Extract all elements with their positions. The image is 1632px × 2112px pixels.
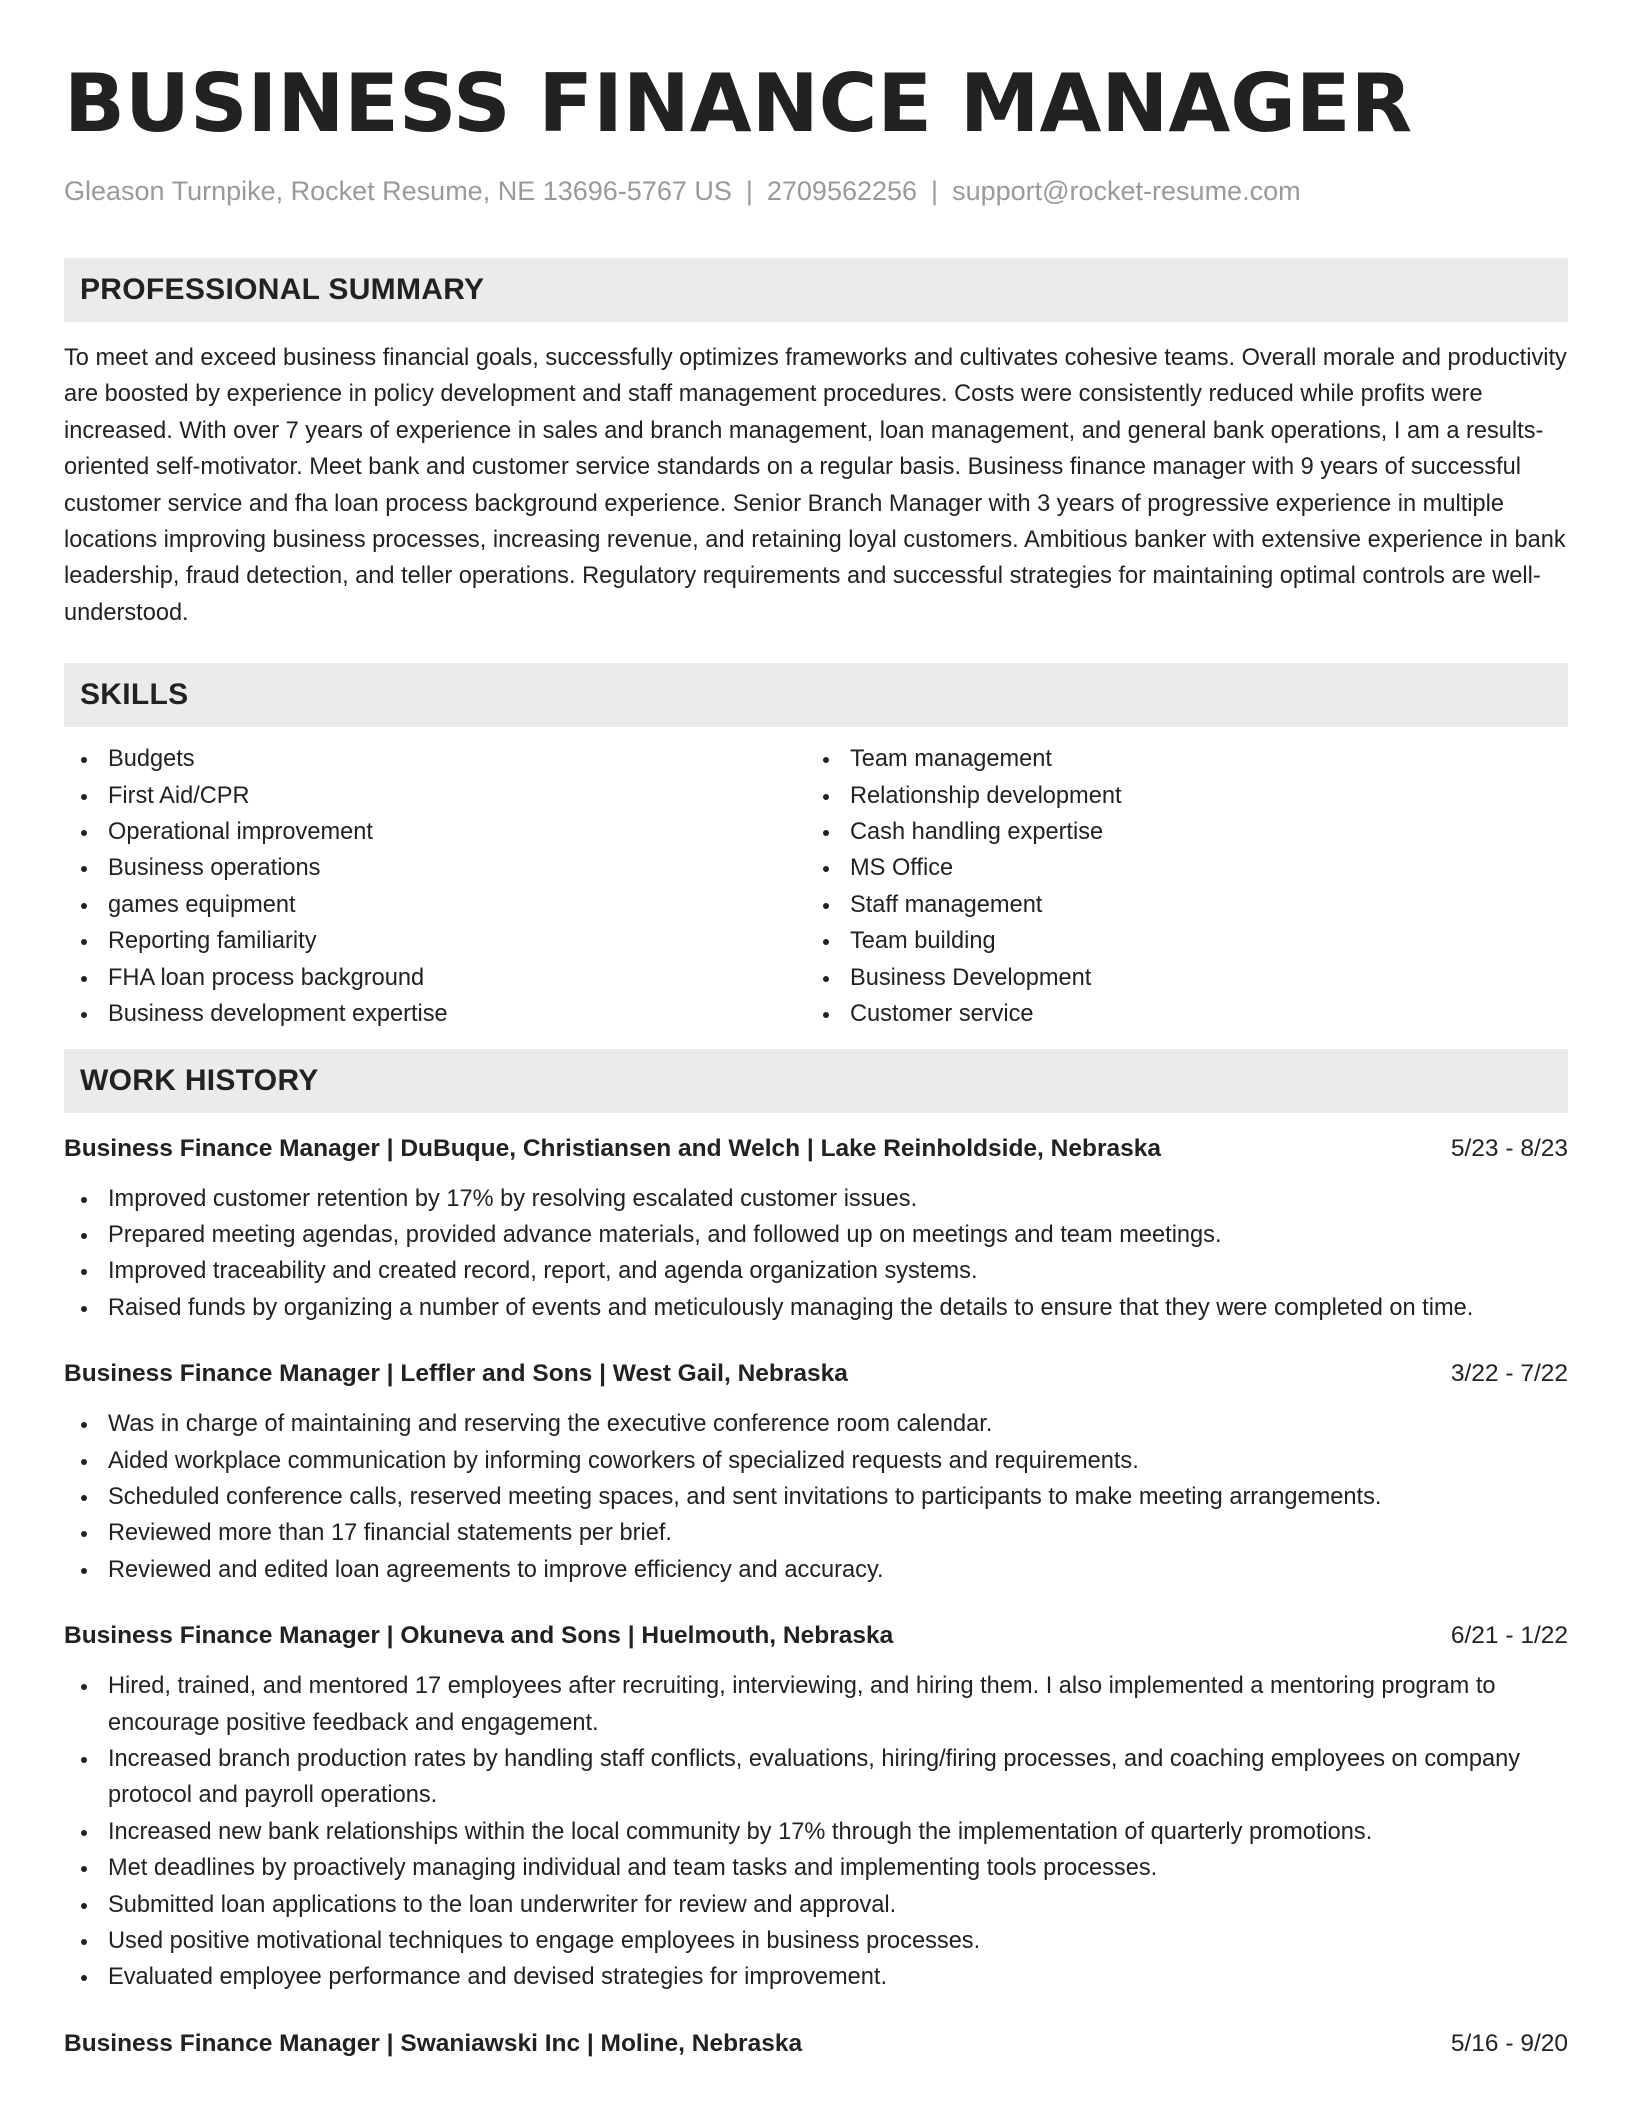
skill-item: Operational improvement (64, 814, 806, 850)
skill-item: Staff management (806, 887, 1548, 923)
skill-item: FHA loan process background (64, 960, 806, 996)
skill-item: Team building (806, 923, 1548, 959)
section-header-skills: SKILLS (64, 663, 1568, 727)
job-bullet: Improved customer retention by 17% by resolving escalated customer issues. (64, 1181, 1568, 1217)
job-entry (64, 1356, 1568, 1588)
job-title: Business Finance Manager | Swaniawski Inc | Moline, Nebraska (64, 2029, 803, 2057)
job-bullets (64, 1668, 1568, 1996)
job-bullet: Raised funds by organizing a number of events and meticulously managing the details to ensure that they were completed on time. (64, 1290, 1568, 1326)
skill-item: Customer service (806, 996, 1548, 1032)
skill-item: Relationship development (806, 778, 1548, 814)
contact-address: Gleason Turnpike, Rocket Resume, NE 13696-5767 US (64, 176, 732, 206)
job-bullets (64, 1406, 1568, 1588)
skill-item: Business development expertise (64, 996, 806, 1032)
job-bullet: Increased new bank relationships within the local community by 17% through the implementation of quarterly promotions. (64, 1814, 1568, 1850)
job-entry (64, 2026, 1568, 2062)
job-bullet: Hired, trained, and mentored 17 employees after recruiting, interviewing, and hiring them. I also implemented a mentoring program to encourage positive feedback and engagement. (64, 1668, 1568, 1741)
job-title: Business Finance Manager | Leffler and Sons | West Gail, Nebraska (64, 1360, 848, 1388)
job-bullet: Used positive motivational techniques to engage employees in business processes. (64, 1923, 1568, 1959)
skill-item: Budgets (64, 741, 806, 777)
skill-item: First Aid/CPR (64, 778, 806, 814)
contact-phone: 2709562256 (766, 176, 918, 206)
contact-line (64, 174, 1568, 208)
section-header-work-history: WORK HISTORY (64, 1049, 1568, 1113)
job-header (64, 1131, 1568, 1167)
job-entry (64, 1131, 1568, 1327)
skill-item: games equipment (64, 887, 806, 923)
skill-item: MS Office (806, 850, 1548, 886)
job-bullets (64, 1181, 1568, 1327)
skills-column-left (64, 741, 806, 1032)
job-bullet: Reviewed and edited loan agreements to improve efficiency and accuracy. (64, 1552, 1568, 1588)
job-bullet: Scheduled conference calls, reserved meeting spaces, and sent invitations to participants to make meeting arrangements. (64, 1479, 1568, 1515)
job-bullet: Was in charge of maintaining and reserving the executive conference room calendar. (64, 1406, 1568, 1442)
job-bullet: Aided workplace communication by informing coworkers of specialized requests and requirements. (64, 1443, 1568, 1479)
job-bullet: Prepared meeting agendas, provided advance materials, and followed up on meetings and team meetings. (64, 1217, 1568, 1253)
candidate-title: BUSINESS FINANCE MANAGER (64, 57, 1413, 150)
contact-separator: | (931, 176, 939, 206)
work-history-list (64, 1131, 1568, 2062)
job-bullet: Evaluated employee performance and devised strategies for improvement. (64, 1959, 1568, 1995)
job-header (64, 1618, 1568, 1654)
skill-item: Cash handling expertise (806, 814, 1548, 850)
contact-email: support@rocket-resume.com (952, 176, 1301, 206)
skill-item: Business Development (806, 960, 1548, 996)
skill-item: Reporting familiarity (64, 923, 806, 959)
job-dates: 5/16 - 9/20 (1450, 2029, 1568, 2057)
job-entry (64, 1618, 1568, 1996)
job-dates: 5/23 - 8/23 (1450, 1134, 1568, 1162)
job-title: Business Finance Manager | Okuneva and Sons | Huelmouth, Nebraska (64, 1622, 894, 1650)
job-dates: 3/22 - 7/22 (1450, 1360, 1568, 1388)
section-header-professional-summary: PROFESSIONAL SUMMARY (64, 258, 1568, 322)
job-bullet: Reviewed more than 17 financial statements per brief. (64, 1515, 1568, 1551)
job-title: Business Finance Manager | DuBuque, Christiansen and Welch | Lake Reinholdside, Nebraska (64, 1134, 1161, 1162)
job-bullet: Improved traceability and created record, report, and agenda organization systems. (64, 1253, 1568, 1289)
professional-summary-text: To meet and exceed business financial goals, successfully optimizes frameworks and cultivates cohesive teams. Overall morale and productivity are boosted by experience in policy development and staff management procedures. Costs were consistently reduced while profits were increased. With over 7 years of experience in sales and branch management, loan management, and general bank operations, I am a results-oriented self-motivator. Meet bank and customer service standards on a regular basis. Business finance manager with 9 years of successful customer service and fha loan process background experience. Senior Branch Manager with 3 years of progressive experience in multiple locations improving business processes, increasing revenue, and retaining loyal customers. Ambitious banker with extensive experience in bank leadership, fraud detection, and teller operations. Regulatory requirements and successful strategies for maintaining optimal controls are well-understood. (64, 345, 1567, 626)
skill-item: Team management (806, 741, 1548, 777)
job-bullet: Increased branch production rates by handling staff conflicts, evaluations, hiring/firing processes, and coaching employees on company protocol and payroll operations. (64, 1741, 1568, 1814)
skills-column-right (806, 741, 1548, 1032)
job-header (64, 1356, 1568, 1392)
job-header (64, 2026, 1568, 2062)
skills-columns (64, 741, 1568, 1032)
contact-separator: | (745, 176, 753, 206)
job-bullet: Met deadlines by proactively managing individual and team tasks and implementing tools processes. (64, 1850, 1568, 1886)
job-dates: 6/21 - 1/22 (1450, 1622, 1568, 1650)
job-bullet: Submitted loan applications to the loan underwriter for review and approval. (64, 1887, 1568, 1923)
skill-item: Business operations (64, 850, 806, 886)
